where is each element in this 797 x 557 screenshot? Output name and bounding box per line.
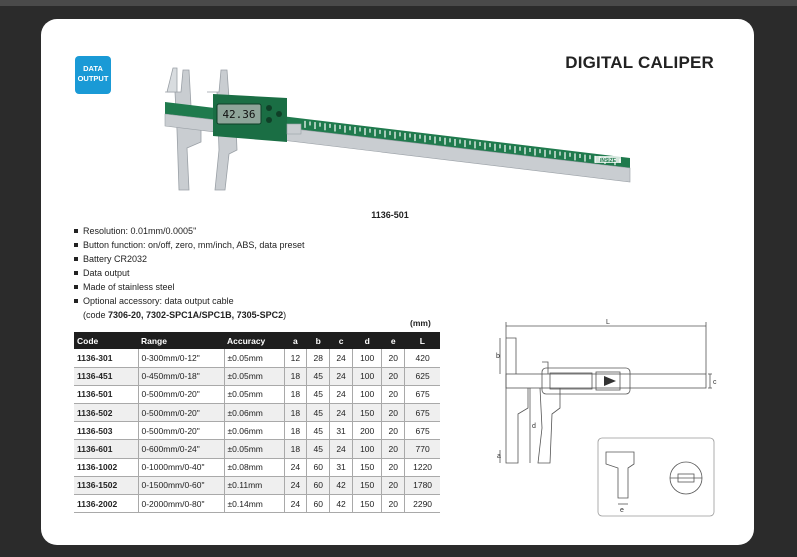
cell-code: 1136-1002 (74, 458, 138, 476)
window-top-bar (0, 0, 797, 6)
feature-item: Made of stainless steel (74, 280, 304, 294)
table-cell: 0-2000mm/0-80" (138, 495, 224, 513)
header-d: d (352, 332, 381, 349)
table-cell: 18 (284, 385, 307, 403)
table-cell: ±0.05mm (224, 440, 284, 458)
table-cell: 45 (307, 367, 330, 385)
header-b: b (307, 332, 330, 349)
dim-label-b: b (496, 353, 500, 360)
table-cell: 24 (330, 385, 353, 403)
table-cell: 100 (352, 349, 381, 367)
table-cell: 20 (382, 440, 405, 458)
accessory-codes-note (74, 308, 304, 322)
table-cell: 45 (307, 404, 330, 422)
table-row (74, 367, 440, 385)
table-cell: 1220 (405, 458, 440, 476)
table-cell: 60 (307, 495, 330, 513)
table-cell: 150 (352, 495, 381, 513)
table-cell: 20 (382, 476, 405, 494)
table-cell: 28 (307, 349, 330, 367)
dimension-diagram (494, 318, 724, 523)
dim-label-e: e (620, 507, 624, 514)
table-cell: 675 (405, 385, 440, 403)
table-cell: 100 (352, 385, 381, 403)
table-unit: (mm) (410, 318, 431, 328)
table-cell: 24 (330, 404, 353, 422)
table-cell: 0-500mm/0-20" (138, 422, 224, 440)
table-cell: 420 (405, 349, 440, 367)
header-code: Code (74, 332, 138, 349)
table-cell: 0-600mm/0-24" (138, 440, 224, 458)
header-a: a (284, 332, 307, 349)
dim-label-c: c (713, 379, 717, 386)
page-title: DIGITAL CALIPER (565, 53, 714, 72)
table-cell: 675 (405, 422, 440, 440)
table-cell: 31 (330, 458, 353, 476)
feature-item: Button function: on/off, zero, mm/inch, ABS, data preset (74, 238, 304, 252)
header-c: c (330, 332, 353, 349)
table-row (74, 495, 440, 513)
accessory-note-suffix: ) (283, 310, 287, 320)
table-cell: 18 (284, 440, 307, 458)
table-cell: ±0.05mm (224, 367, 284, 385)
feature-item: Resolution: 0.01mm/0.0005" (74, 224, 304, 238)
feature-item: Optional accessory: data output cable (74, 294, 304, 308)
table-cell: 20 (382, 349, 405, 367)
table-row (74, 385, 440, 403)
feature-item: Data output (74, 266, 304, 280)
table-cell: 24 (330, 440, 353, 458)
table-cell: ±0.06mm (224, 404, 284, 422)
table-cell: 625 (405, 367, 440, 385)
cell-code: 1136-301 (74, 349, 138, 367)
header-e: e (382, 332, 405, 349)
table-cell: 1780 (405, 476, 440, 494)
table-row (74, 349, 440, 367)
table-cell: 770 (405, 440, 440, 458)
table-cell: ±0.05mm (224, 349, 284, 367)
accessory-codes: 7306-20, 7302-SPC1A/SPC1B, 7305-SPC2 (108, 310, 284, 320)
model-caption: 1136-501 (371, 210, 409, 220)
table-cell: 45 (307, 440, 330, 458)
table-cell: 42 (330, 495, 353, 513)
table-cell: ±0.08mm (224, 458, 284, 476)
cell-code: 1136-451 (74, 367, 138, 385)
cell-code: 1136-502 (74, 404, 138, 422)
table-cell: 60 (307, 458, 330, 476)
data-output-badge (75, 56, 111, 94)
table-cell: 0-300mm/0-12" (138, 349, 224, 367)
brand-mark: INSIZE (599, 158, 617, 164)
table-cell: 24 (330, 349, 353, 367)
table-cell: 24 (284, 458, 307, 476)
table-cell: 24 (284, 476, 307, 494)
dim-label-d: d (532, 423, 536, 430)
cell-code: 1136-2002 (74, 495, 138, 513)
table-cell: 20 (382, 367, 405, 385)
table-cell: 100 (352, 367, 381, 385)
feature-item: Battery CR2032 (74, 252, 304, 266)
table-cell: 20 (382, 385, 405, 403)
table-row (74, 458, 440, 476)
table-cell: 0-1000mm/0-40" (138, 458, 224, 476)
cell-code: 1136-503 (74, 422, 138, 440)
table-cell: 2290 (405, 495, 440, 513)
accessory-note-prefix: (code (83, 310, 109, 320)
cell-code: 1136-1502 (74, 476, 138, 494)
spec-table-body (74, 349, 440, 513)
spec-table-header (74, 332, 440, 349)
table-cell: 24 (330, 367, 353, 385)
table-cell: 18 (284, 422, 307, 440)
table-cell: ±0.11mm (224, 476, 284, 494)
table-cell: 42 (330, 476, 353, 494)
table-cell: 150 (352, 476, 381, 494)
table-cell: 18 (284, 404, 307, 422)
table-cell: ±0.14mm (224, 495, 284, 513)
table-cell: 150 (352, 404, 381, 422)
table-row (74, 476, 440, 494)
cell-code: 1136-601 (74, 440, 138, 458)
table-cell: 20 (382, 404, 405, 422)
table-row (74, 422, 440, 440)
badge-line2: OUTPUT (77, 74, 109, 83)
table-cell: 200 (352, 422, 381, 440)
table-cell: 0-450mm/0-18" (138, 367, 224, 385)
table-cell: 0-1500mm/0-60" (138, 476, 224, 494)
cell-code: 1136-501 (74, 385, 138, 403)
header-range: Range (138, 332, 224, 349)
table-cell: 675 (405, 404, 440, 422)
header-L: L (405, 332, 440, 349)
table-cell: ±0.06mm (224, 422, 284, 440)
table-cell: 20 (382, 458, 405, 476)
badge-line1: DATA (83, 64, 103, 73)
table-cell: 24 (284, 495, 307, 513)
table-cell: 100 (352, 440, 381, 458)
table-cell: ±0.05mm (224, 385, 284, 403)
spec-table (74, 332, 440, 513)
header-accuracy: Accuracy (224, 332, 284, 349)
table-cell: 0-500mm/0-20" (138, 385, 224, 403)
table-cell: 45 (307, 422, 330, 440)
table-cell: 0-500mm/0-20" (138, 404, 224, 422)
table-cell: 60 (307, 476, 330, 494)
caliper-photo (155, 62, 635, 197)
table-cell: 20 (382, 422, 405, 440)
table-cell: 45 (307, 385, 330, 403)
table-cell: 12 (284, 349, 307, 367)
caliper-display-reading: 42.36 (222, 108, 256, 121)
table-cell: 20 (382, 495, 405, 513)
feature-list (74, 224, 304, 322)
table-cell: 150 (352, 458, 381, 476)
table-cell: 18 (284, 367, 307, 385)
dim-label-a: a (497, 453, 501, 460)
dim-label-L: L (606, 319, 610, 326)
table-row (74, 440, 440, 458)
table-cell: 31 (330, 422, 353, 440)
table-row (74, 404, 440, 422)
